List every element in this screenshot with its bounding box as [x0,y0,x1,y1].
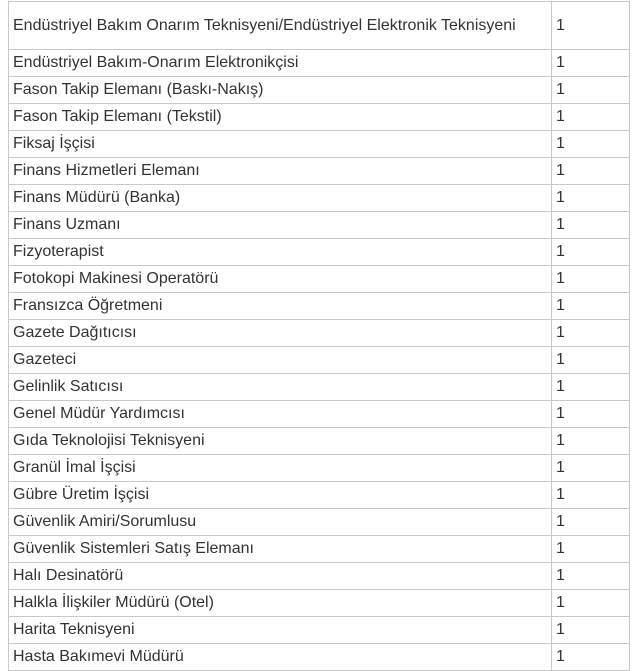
occupation-count-cell: 1 [552,482,630,509]
occupation-count-cell: 1 [552,374,630,401]
occupation-count-cell: 1 [552,266,630,293]
table-row [9,563,630,590]
table-row [9,536,630,563]
occupation-count-cell: 1 [552,77,630,104]
table-row [9,428,630,455]
occupation-name-cell: Fransızca Öğretmeni [9,293,552,320]
occupation-name-cell: Gübre Üretim İşçisi [9,482,552,509]
occupation-name-cell: Fiksaj İşçisi [9,131,552,158]
occupation-count-cell: 1 [552,536,630,563]
occupation-name-cell: Güvenlik Sistemleri Satış Elemanı [9,536,552,563]
occupation-name-cell: Güvenlik Amiri/Sorumlusu [9,509,552,536]
occupation-table-container [8,1,630,671]
occupation-name-cell: Fotokopi Makinesi Operatörü [9,266,552,293]
occupation-count-cell: 1 [552,212,630,239]
occupation-name-cell: Harita Teknisyeni [9,617,552,644]
occupation-table-body [9,2,630,671]
occupation-count-cell: 1 [552,239,630,266]
table-row [9,374,630,401]
table-row [9,212,630,239]
occupation-count-cell: 1 [552,347,630,374]
table-row [9,293,630,320]
occupation-name-cell: Gazete Dağıtıcısı [9,320,552,347]
occupation-name-cell: Finans Hizmetleri Elemanı [9,158,552,185]
occupation-count-cell: 1 [552,131,630,158]
table-row [9,644,630,671]
occupation-name-cell: Gazeteci [9,347,552,374]
table-row [9,2,630,50]
table-row [9,617,630,644]
table-row [9,509,630,536]
table-row [9,590,630,617]
occupation-count-cell: 1 [552,104,630,131]
table-row [9,266,630,293]
occupation-count-cell: 1 [552,50,630,77]
occupation-name-cell: Halkla İlişkiler Müdürü (Otel) [9,590,552,617]
table-row [9,158,630,185]
occupation-name-cell: Halı Desinatörü [9,563,552,590]
occupation-name-cell: Gelinlik Satıcısı [9,374,552,401]
table-row [9,347,630,374]
occupation-count-cell: 1 [552,428,630,455]
occupation-name-cell: Genel Müdür Yardımcısı [9,401,552,428]
occupation-count-cell: 1 [552,590,630,617]
table-row [9,77,630,104]
occupation-name-cell: Gıda Teknolojisi Teknisyeni [9,428,552,455]
occupation-name-cell: Endüstriyel Bakım-Onarım Elektronikçisi [9,50,552,77]
occupation-count-cell: 1 [552,158,630,185]
occupation-name-cell: Finans Uzmanı [9,212,552,239]
occupation-name-cell: Granül İmal İşçisi [9,455,552,482]
occupation-count-cell: 1 [552,509,630,536]
table-row [9,185,630,212]
table-row [9,104,630,131]
table-row [9,50,630,77]
occupation-name-cell: Fason Takip Elemanı (Tekstil) [9,104,552,131]
occupation-name-cell: Fizyoterapist [9,239,552,266]
occupation-count-cell: 1 [552,401,630,428]
occupation-count-cell: 1 [552,455,630,482]
table-row [9,320,630,347]
table-row [9,455,630,482]
occupation-count-cell: 1 [552,644,630,671]
occupation-name-cell: Fason Takip Elemanı (Baskı-Nakış) [9,77,552,104]
occupation-table [8,1,630,671]
occupation-name-cell: Hasta Bakımevi Müdürü [9,644,552,671]
table-row [9,131,630,158]
occupation-count-cell: 1 [552,185,630,212]
occupation-name-cell: Endüstriyel Bakım Onarım Teknisyeni/Endüstriyel Elektronik Teknisyeni [9,2,552,50]
table-row [9,239,630,266]
occupation-count-cell: 1 [552,563,630,590]
occupation-count-cell: 1 [552,617,630,644]
table-row [9,401,630,428]
table-row [9,482,630,509]
occupation-count-cell: 1 [552,293,630,320]
occupation-name-cell: Finans Müdürü (Banka) [9,185,552,212]
occupation-count-cell: 1 [552,320,630,347]
occupation-count-cell: 1 [552,2,630,50]
